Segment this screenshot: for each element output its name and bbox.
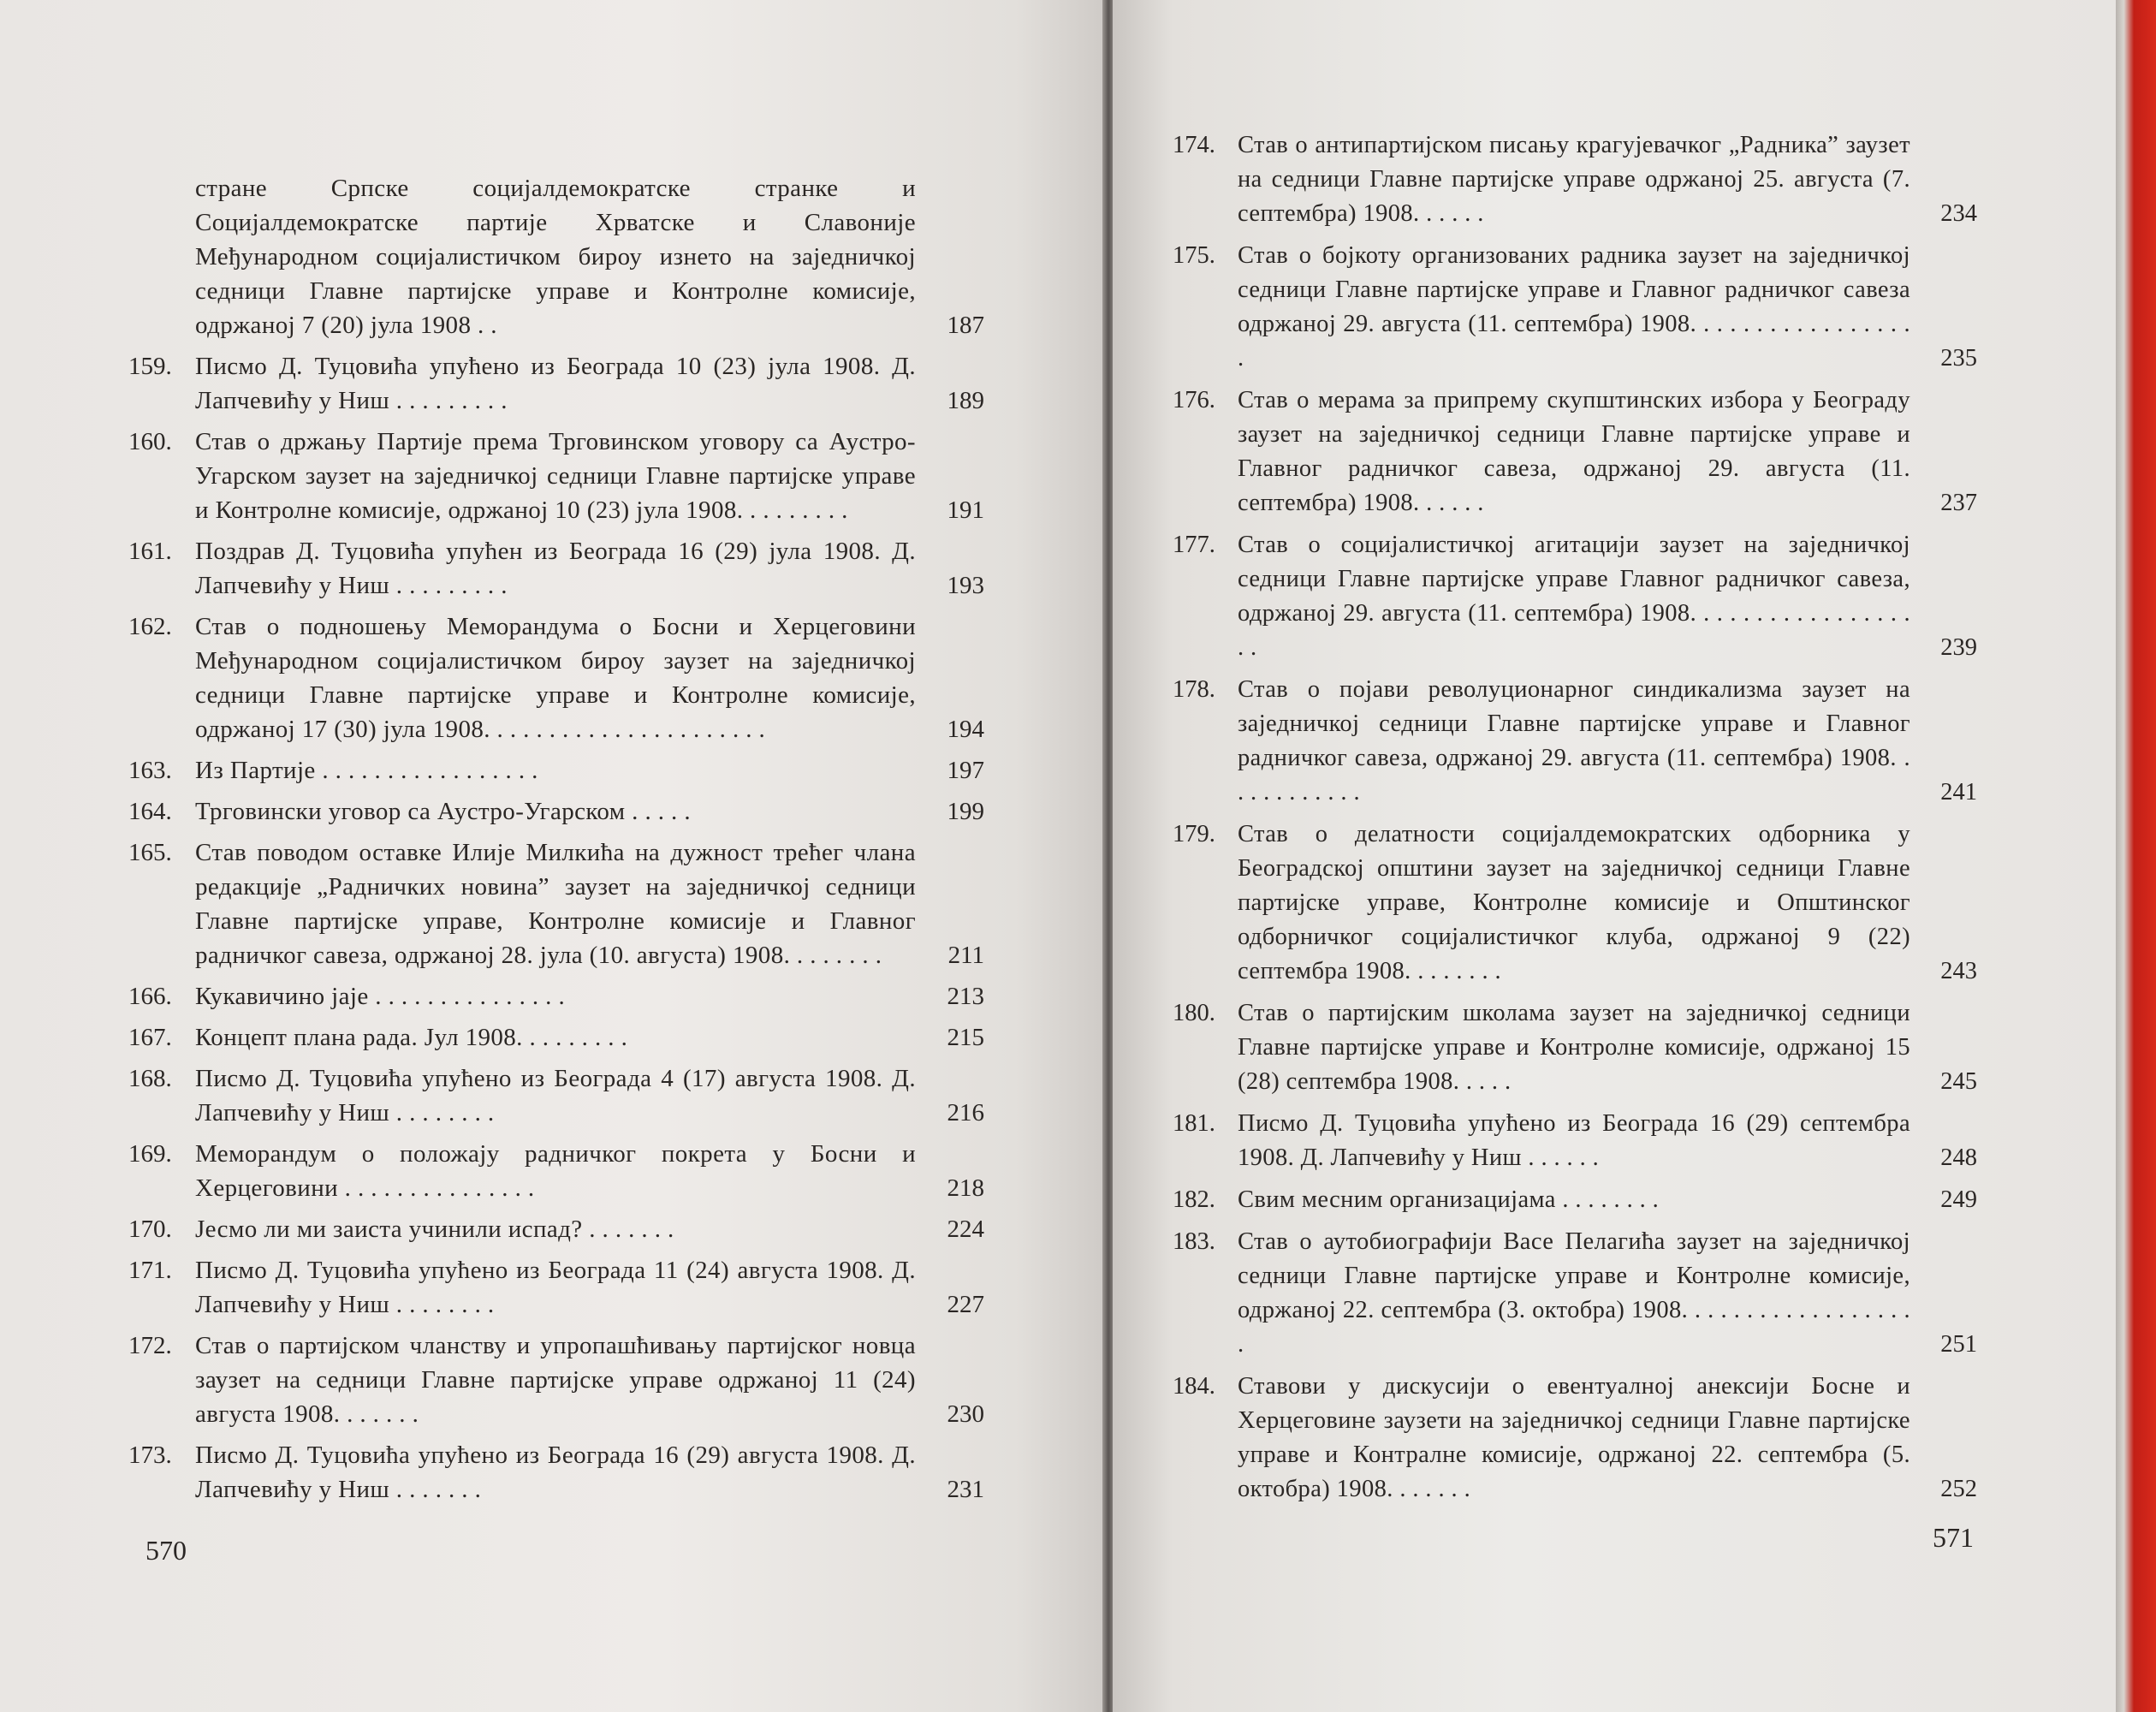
toc-entry-title: Ставови у дискусији о евентуалној анексији Босне и Херцеговине заузети на заједничкој седници Главне партијске управе и Контралне комисије, одржаној 22. септембра (5. октобра) 1908. . . . . . .	[1238, 1373, 1910, 1502]
toc-entry-number: 160.	[128, 428, 172, 455]
toc-entry-page: 224	[947, 1216, 984, 1243]
toc-entry-number: 159.	[128, 353, 172, 380]
toc-entry	[128, 1329, 984, 1431]
toc-entry	[128, 1212, 984, 1246]
toc-entry-title: Став о мерама за припрему скупштинских избора у Београду заузет на заједничкој седници Главне партијске управе и Главног радничког савеза, одржаној 29. августа (11. септембра) 1908. . . . . .	[1238, 387, 1910, 516]
toc-entry-page: 191	[947, 496, 984, 524]
toc-entry-page: 245	[1940, 1068, 1977, 1095]
toc-entry	[1173, 673, 1977, 810]
toc-entry-number: 176.	[1173, 387, 1215, 413]
toc-entry-title: Став о социјалистичкој агитацији заузет на заједничкој седници Главне партијске управе Главног радничког савеза, одржаној 29. августа (11. септембра) 1908. . . . . . . . . . . . . . . . . . .	[1238, 532, 1910, 661]
toc-entry-title: Кукавичино јаје . . . . . . . . . . . . . . .	[195, 983, 566, 1010]
toc-entry-page: 215	[947, 1024, 984, 1051]
toc-entry-number: 163.	[128, 757, 172, 784]
toc-entry-title: Поздрав Д. Туцовића упућен из Београда 16 (29) јула 1908. Д. Лапчевићу у Ниш . . . . . . . . .	[195, 538, 916, 599]
toc-entry-page: 231	[947, 1476, 984, 1503]
toc-entry	[1173, 528, 1977, 665]
toc-entry-number: 180.	[1173, 1000, 1215, 1026]
toc-entry-page: 227	[947, 1291, 984, 1318]
toc-entry-title: стране Српске социјалдемократске странке и Социјалдемократске партије Хрватске и Славоније Међународном социјалистичком бироу изнето на заједничкој седници Главне партијске управе и Контролне комисије, одржаној 7 (20) јула 1908 . .	[195, 175, 916, 339]
toc-entry	[128, 534, 984, 603]
toc-entry-number: 170.	[128, 1216, 172, 1243]
toc-entry-page: 235	[1940, 345, 1977, 372]
toc-right-list	[1173, 128, 1977, 1514]
toc-entry	[128, 1253, 984, 1322]
toc-entry	[128, 425, 984, 527]
toc-entry-number: 167.	[128, 1024, 172, 1051]
toc-entry-title: Меморандум о положају радничког покрета у Босни и Херцеговини . . . . . . . . . . . . . . .	[195, 1140, 916, 1202]
toc-entry-title: Став о партијском чланству и упропашћивању партијског новца заузет на седници Главне партијске управе одржаној 11 (24) августа 1908. . . . . . .	[195, 1332, 916, 1428]
right-page	[1113, 0, 2116, 1712]
toc-entry-number: 161.	[128, 538, 172, 565]
toc-entry-title: Из Партије . . . . . . . . . . . . . . . . .	[195, 757, 538, 784]
toc-entry-number: 168.	[128, 1065, 172, 1092]
toc-entry	[1173, 1107, 1977, 1175]
toc-entry	[1173, 817, 1977, 989]
toc-entry-number: 172.	[128, 1332, 172, 1359]
toc-entry	[128, 349, 984, 418]
toc-entry	[1173, 1225, 1977, 1362]
toc-entry-number: 184.	[1173, 1373, 1215, 1400]
toc-entry-title: Став о подношењу Меморандума о Босни и Херцеговини Међународном социјалистичком бироу заузет на заједничкој седници Главне партијске управе и Контролне комисије, одржаној 17 (30) јула 1908. . . . . . . . . . . . . . . . . . . . . .	[195, 613, 916, 743]
toc-entry-number: 179.	[1173, 821, 1215, 847]
toc-entry-title: Став о делатности социјалдемократских одборника у Београдској општини заузет на заједничкој седници Главне партијске управе, Контролне комисије и Општинског одборничког социјалистичког клуба, одржаној 9 (22) септембра 1908. . . . . . . .	[1238, 821, 1910, 984]
toc-entry-number: 171.	[128, 1257, 172, 1284]
toc-entry-number: 162.	[128, 613, 172, 640]
toc-entry-page: 249	[1940, 1186, 1977, 1213]
toc-entry	[128, 979, 984, 1014]
toc-entry-title: Трговински уговор са Аустро-Угарском . . . . .	[195, 798, 692, 825]
toc-entry-number: 175.	[1173, 242, 1215, 269]
toc-entry-title: Став поводом оставке Илије Милкића на дужност трећег члана редакције „Радничких новина” заузет на заједничкој седници Главне партијске управе, Контролне комисије и Главног радничког савеза, одржаној 28. јула (10. августа) 1908. . . . . . . .	[195, 839, 916, 969]
toc-entry	[128, 609, 984, 746]
toc-entry-number: 174.	[1173, 132, 1215, 158]
toc-entry-title: Став о антипартијском писању крагујевачког „Радника” заузет на седници Главне партијске управе одржаној 25. августа (7. септембра) 1908. . . . . .	[1238, 132, 1910, 227]
toc-entry	[1173, 1370, 1977, 1507]
toc-entry-page: 251	[1940, 1331, 1977, 1358]
toc-entry-page: 234	[1940, 200, 1977, 227]
toc-entry-title: Став о држању Партије према Трговинском уговору са Аустро-Угарском заузет на заједничкој седници Главне партијске управе и Контролне комисије, одржаној 10 (23) јула 1908. . . . . . . . .	[195, 428, 916, 524]
toc-entry-page: 218	[947, 1174, 984, 1202]
toc-entry-number: 183.	[1173, 1228, 1215, 1255]
toc-entry-title: Писмо Д. Туцовића упућено из Београда 16 (29) августа 1908. Д. Лапчевићу у Ниш . . . . . . .	[195, 1442, 916, 1503]
toc-entry-page: 239	[1940, 634, 1977, 661]
toc-entry	[128, 753, 984, 788]
toc-entry-number: 165.	[128, 839, 172, 866]
toc-entry-page: 248	[1940, 1144, 1977, 1171]
toc-entry-number: 173.	[128, 1442, 172, 1469]
toc-entry-title: Свим месним организацијама . . . . . . . .	[1238, 1186, 1660, 1213]
book-cover-edge	[2116, 0, 2156, 1712]
toc-entry	[128, 794, 984, 829]
toc-entry-title: Писмо Д. Туцовића упућено из Београда 4 (17) августа 1908. Д. Лапчевићу у Ниш . . . . . . . .	[195, 1065, 916, 1126]
toc-entry-title: Став о аутобиографији Васе Пелагића заузет на заједничкој седници Главне партијске управе и Контролне комисије, одржаној 22. септембра (3. октобра) 1908. . . . . . . . . . . . . . . . . . .	[1238, 1228, 1910, 1358]
toc-entry	[1173, 239, 1977, 376]
toc-entry-page: 213	[947, 983, 984, 1010]
page-number-left: 570	[146, 1535, 187, 1566]
toc-entry	[128, 1061, 984, 1130]
toc-entry-page: 237	[1940, 490, 1977, 516]
toc-entry-number: 166.	[128, 983, 172, 1010]
toc-entry	[1173, 128, 1977, 231]
toc-entry-number: 169.	[128, 1140, 172, 1168]
toc-entry-page: 199	[947, 798, 984, 825]
toc-left-list	[128, 171, 984, 1513]
toc-entry	[128, 1137, 984, 1205]
toc-entry-title: Писмо Д. Туцовића упућено из Београда 11 (24) августа 1908. Д. Лапчевићу у Ниш . . . . . . . .	[195, 1257, 916, 1318]
toc-entry-number: 182.	[1173, 1186, 1215, 1213]
toc-entry-title: Писмо Д. Туцовића упућено из Београда 16 (29) септембра 1908. Д. Лапчевићу у Ниш . . . . . .	[1238, 1110, 1910, 1171]
toc-entry-title: Став о партијским школама заузет на заједничкој седници Главне партијске управе и Контролне комисије, одржаној 15 (28) септембра 1908. . . . .	[1238, 1000, 1910, 1095]
toc-entry-page: 243	[1940, 958, 1977, 984]
toc-entry	[1173, 383, 1977, 520]
toc-entry	[128, 1020, 984, 1055]
toc-entry-page: 187	[947, 312, 984, 339]
toc-entry-number: 177.	[1173, 532, 1215, 558]
toc-entry	[1173, 996, 1977, 1099]
toc-entry-number: 178.	[1173, 676, 1215, 703]
page-number-right: 571	[1933, 1522, 1974, 1553]
toc-entry-page: 193	[947, 572, 984, 599]
toc-entry-title: Јесмо ли ми заиста учинили испад? . . . . . . .	[195, 1216, 674, 1243]
toc-entry-number: 164.	[128, 798, 172, 825]
toc-entry-title: Писмо Д. Туцовића упућено из Београда 10 (23) јула 1908. Д. Лапчевићу у Ниш . . . . . . . . .	[195, 353, 916, 414]
toc-entry	[128, 835, 984, 972]
toc-entry	[128, 171, 984, 342]
toc-entry-page: 194	[947, 716, 984, 743]
toc-entry-page: 211	[947, 942, 984, 969]
toc-entry-page: 241	[1940, 779, 1977, 805]
toc-entry-number: 181.	[1173, 1110, 1215, 1137]
toc-entry	[1173, 1183, 1977, 1217]
toc-entry-title: Став о појави револуционарног синдикализма заузет на заједничкој седници Главне партијске управе и Главног радничког савеза, одржаној 29. августа (11. септембра) 1908. . . . . . . . . . . .	[1238, 676, 1910, 805]
toc-entry-page: 216	[947, 1099, 984, 1126]
toc-entry-page: 197	[947, 757, 984, 784]
toc-entry-title: Став о бојкоту организованих радника заузет на заједничкој седници Главне партијске управе и Главног радничког савеза одржаној 29. августа (11. септембра) 1908. . . . . . . . . . . . . . . . . .	[1238, 242, 1910, 372]
toc-entry	[128, 1438, 984, 1507]
toc-entry-title: Концепт плана рада. Јул 1908. . . . . . . . .	[195, 1024, 628, 1051]
toc-entry-page: 230	[947, 1400, 984, 1428]
toc-entry-page: 252	[1940, 1476, 1977, 1502]
toc-entry-page: 189	[947, 387, 984, 414]
